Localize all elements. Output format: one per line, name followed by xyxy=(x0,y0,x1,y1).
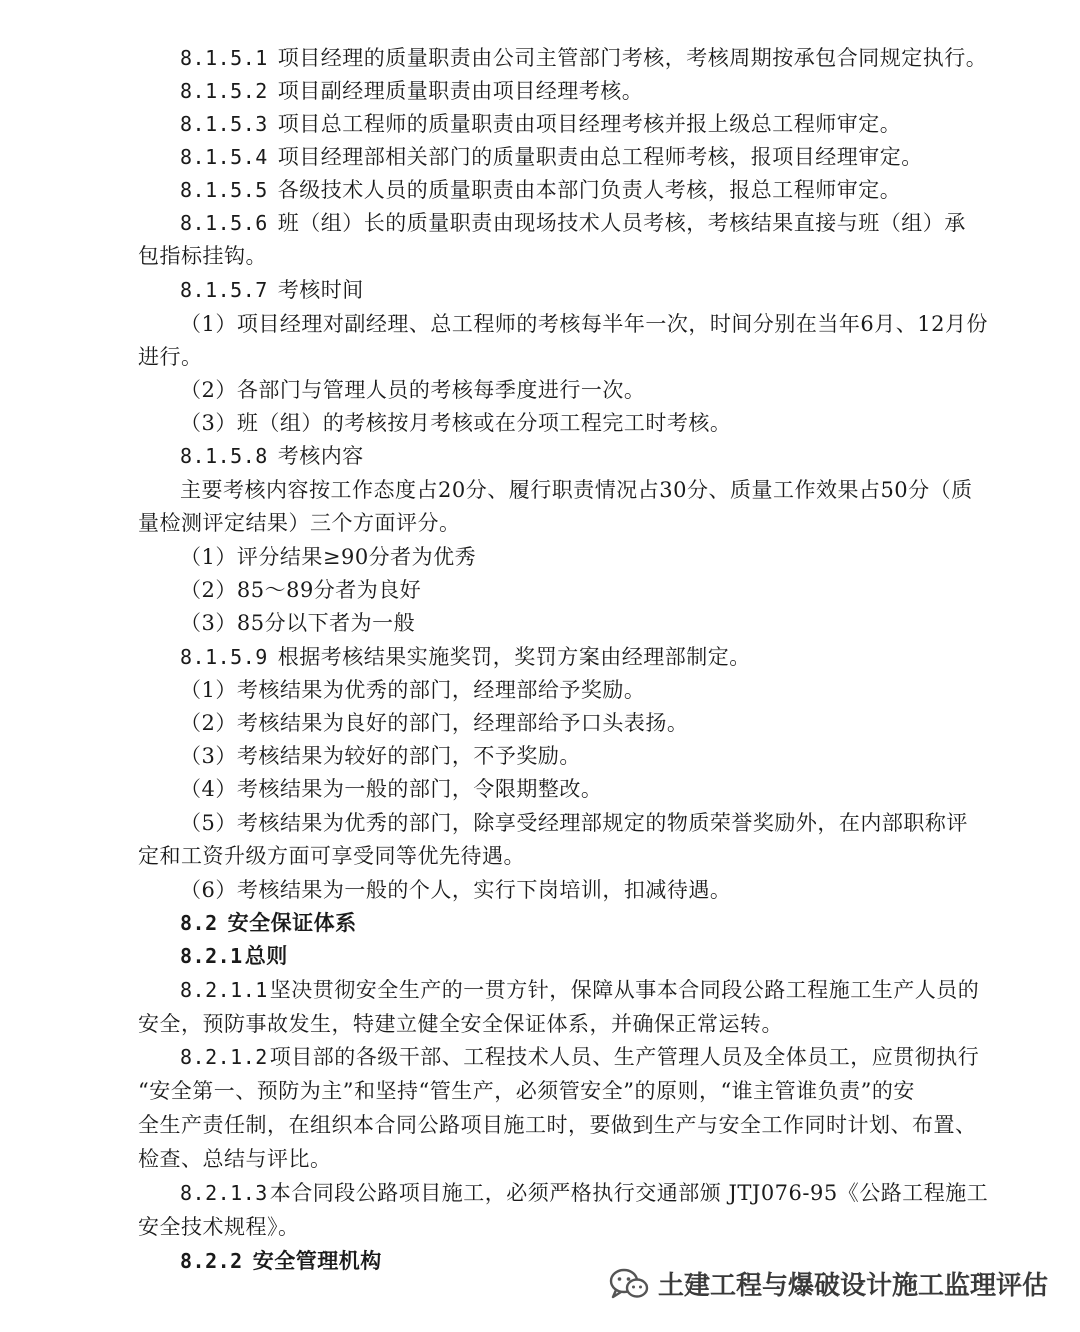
item-text: “安全第一、预防为主”和坚持“管生产，必须管安全”的原则，“谁主管谁负责”的安 xyxy=(138,1079,915,1103)
item-text: （3）85分以下者为一般 xyxy=(180,611,416,635)
list-item xyxy=(180,676,645,704)
list-item xyxy=(180,543,476,571)
section-heading-8-2-2 xyxy=(180,1247,382,1275)
item-text: 主要考核内容按工作态度占20分、履行职责情况占30分、质量工作效果占50分（质 xyxy=(180,478,973,502)
clause-text: 项目经理的质量职责由公司主管部门考核，考核周期按承包合同规定执行。 xyxy=(277,46,988,70)
item-text: 检查、总结与评比。 xyxy=(138,1147,332,1171)
section-title: 安全管理机构 xyxy=(252,1248,382,1273)
item-text: （5）考核结果为优秀的部门，除享受经理部规定的物质荣誉奖励外，在内部职称评 xyxy=(180,811,968,835)
clause-text: 项目部的各级干部、工程技术人员、生产管理人员及全体员工，应贯彻执行 xyxy=(269,1045,980,1069)
clause-text: 各级技术人员的质量职责由本部门负责人考核，报总工程师审定。 xyxy=(277,178,902,202)
clause-number: 8.1.5.9 xyxy=(180,645,268,669)
list-item xyxy=(180,409,731,437)
clause-text: 坚决贯彻安全生产的一贯方针，保障从事本合同段公路工程施工生产人员的 xyxy=(269,978,980,1002)
text-line xyxy=(138,1077,915,1105)
clause-number: 8.1.5.5 xyxy=(180,178,268,202)
clause-text: 项目总工程师的质量职责由项目经理考核并报上级总工程师审定。 xyxy=(277,112,902,136)
clause-text: 本合同段公路项目施工，必须严格执行交通部颁 JTJ076-95《公路工程施工 xyxy=(269,1181,989,1205)
section-heading-8-2 xyxy=(180,909,357,937)
section-number: 8.2.2 xyxy=(180,1249,243,1273)
item-text: （2）各部门与管理人员的考核每季度进行一次。 xyxy=(180,378,646,402)
item-text: 安全技术规程》。 xyxy=(138,1215,300,1239)
clause-8-1-5-5 xyxy=(180,176,901,204)
section-title: 安全保证体系 xyxy=(227,910,357,935)
clause-text: 项目经理部相关部门的质量职责由总工程师考核，报项目经理审定。 xyxy=(277,145,923,169)
item-text: 全生产责任制，在组织本合同公路项目施工时，要做到生产与安全工作同时计划、布置、 xyxy=(138,1113,977,1137)
text-line xyxy=(138,242,267,270)
clause-number: 8.1.5.8 xyxy=(180,444,268,468)
clause-8-2-1-3 xyxy=(180,1179,988,1207)
clause-8-1-5-9 xyxy=(180,643,751,671)
text-line xyxy=(138,509,461,537)
list-item xyxy=(180,809,968,837)
watermark xyxy=(608,1265,1048,1302)
clause-8-1-5-4 xyxy=(180,143,923,171)
text-line xyxy=(138,343,203,371)
list-item xyxy=(180,310,988,338)
list-item xyxy=(180,876,731,904)
clause-number: 8.1.5.7 xyxy=(180,278,268,302)
clause-text: 项目副经理质量职责由项目经理考核。 xyxy=(277,79,644,103)
item-text: 量检测评定结果）三个方面评分。 xyxy=(138,511,461,535)
clause-text: 班（组）长的质量职责由现场技术人员考核，考核结果直接与班（组）承 xyxy=(277,211,966,235)
list-item xyxy=(180,775,602,803)
list-item xyxy=(180,376,645,404)
clause-8-1-5-6 xyxy=(180,209,966,237)
clause-number: 8.1.5.6 xyxy=(180,211,268,235)
clause-number: 8.2.1.2 xyxy=(180,1045,268,1069)
paragraph-line xyxy=(180,476,973,504)
list-item xyxy=(180,742,581,770)
clause-number: 8.2.1.3 xyxy=(180,1181,268,1205)
item-text: 定和工资升级方面可享受同等优先待遇。 xyxy=(138,844,525,868)
item-text: （3）考核结果为较好的部门，不予奖励。 xyxy=(180,744,581,768)
wechat-icon xyxy=(608,1266,650,1302)
text-line xyxy=(138,1213,300,1241)
clause-number: 8.1.5.1 xyxy=(180,46,268,70)
list-item xyxy=(180,609,415,637)
clause-number: 8.1.5.4 xyxy=(180,145,268,169)
clause-number: 8.1.5.2 xyxy=(180,79,268,103)
item-text: （1）项目经理对副经理、总工程师的考核每半年一次，时间分别在当年6月、12月份 xyxy=(180,312,988,336)
list-item xyxy=(180,576,421,604)
item-text: 进行。 xyxy=(138,345,203,369)
text-line xyxy=(138,1145,332,1173)
clause-text: 考核时间 xyxy=(277,278,364,302)
clause-text: 根据考核结果实施奖罚，奖罚方案由经理部制定。 xyxy=(277,645,751,669)
item-text: （2）85～89分者为良好 xyxy=(180,578,422,602)
item-text: 安全，预防事故发生，特建立健全安全保证体系，并确保正常运转。 xyxy=(138,1012,783,1036)
text-line xyxy=(138,1010,783,1038)
clause-8-1-5-8 xyxy=(180,442,364,470)
watermark-text: 土建工程与爆破设计施工监理评估 xyxy=(657,1271,1048,1301)
clause-8-2-1-1 xyxy=(180,976,979,1004)
clause-8-1-5-1 xyxy=(180,44,987,72)
item-text: （4）考核结果为一般的部门，令限期整改。 xyxy=(180,777,603,801)
section-number: 8.2 xyxy=(180,911,218,935)
clause-text: 考核内容 xyxy=(277,444,364,468)
item-text: （6）考核结果为一般的个人，实行下岗培训，扣减待遇。 xyxy=(180,878,732,902)
section-number: 8.2.1 xyxy=(180,944,243,968)
text-line xyxy=(138,842,525,870)
clause-8-2-1-2 xyxy=(180,1043,979,1071)
section-title: 总则 xyxy=(244,943,288,968)
clause-number: 8.1.5.3 xyxy=(180,112,268,136)
clause-8-1-5-2 xyxy=(180,77,643,105)
text-line xyxy=(138,1111,977,1139)
list-item xyxy=(180,709,688,737)
item-text: （3）班（组）的考核按月考核或在分项工程完工时考核。 xyxy=(180,411,732,435)
clause-8-1-5-7 xyxy=(180,276,364,304)
item-text: （1）评分结果≥90分者为优秀 xyxy=(180,545,477,569)
clause-8-1-5-3 xyxy=(180,110,901,138)
section-heading-8-2-1 xyxy=(180,942,288,970)
item-text: （1）考核结果为优秀的部门，经理部给予奖励。 xyxy=(180,678,646,702)
clause-text: 包指标挂钩。 xyxy=(138,244,267,268)
clause-number: 8.2.1.1 xyxy=(180,978,268,1002)
item-text: （2）考核结果为良好的部门，经理部给予口头表扬。 xyxy=(180,711,689,735)
